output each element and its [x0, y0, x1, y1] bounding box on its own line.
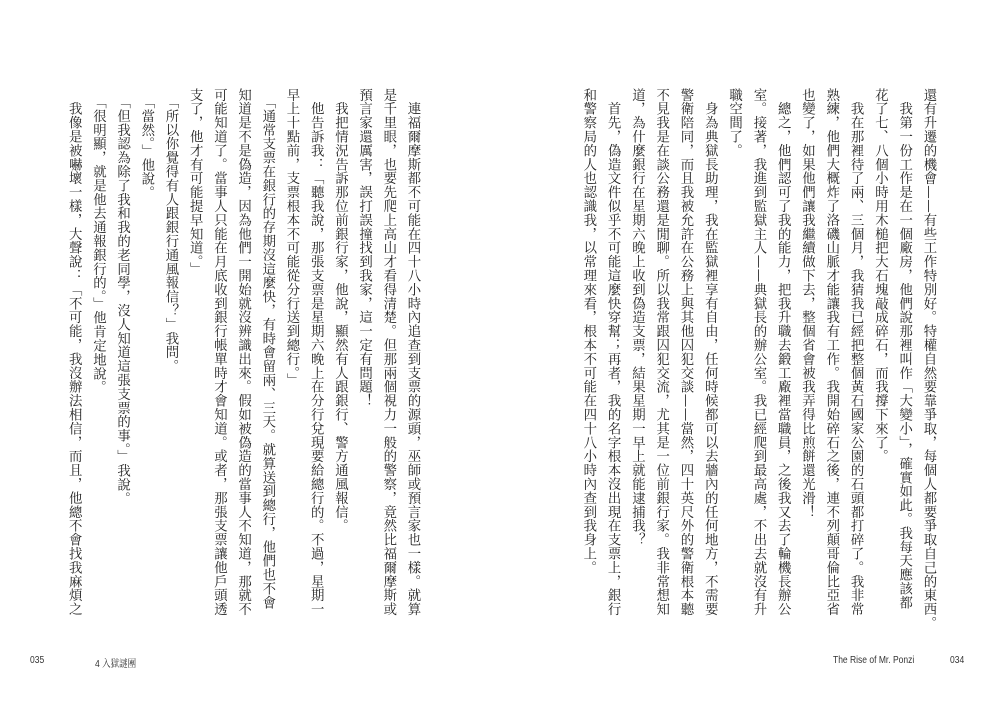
text-column: 花了七、八個小時用木槌把大石塊敲成碎石，而我撐下來了。	[872, 88, 888, 464]
text-column: 我在那裡待了兩、三個月，我猜我已經把整個黃石國家公園的石頭都打碎了。我非常	[848, 88, 864, 617]
text-column: 「很明顯，就是他去通報銀行的。」他肯定地說。	[90, 88, 106, 395]
text-column: 熟練，他們大概炸了洛磯山脈才能讓我有工作。我開始碎石之後，連不列顛哥倫比亞省	[823, 88, 839, 617]
text-column: 首先，偽造文件似乎不可能這麼快穿幫；再者，我的名字根本沒出現在支票上，銀行	[605, 88, 621, 617]
page-number: 034	[950, 655, 965, 666]
text-column: 身為典獄長助理，我在監獄裡享有自由，任何時候都可以去牆內的任何地方，不需要	[702, 88, 718, 617]
text-column: 室。接著，我進到監獄主人——典獄長的辦公室。我已經爬到最高處，不出去就沒有升	[750, 88, 766, 617]
text-column: 連福爾摩斯都不可能在四十八小時內追查到支票的源頭，巫師或預言家也一樣。就算	[405, 88, 420, 617]
text-column: 可能知道了。當事人只能在月底收到銀行帳單時才會知道。或者，那張支票讓他戶頭透	[211, 88, 227, 617]
page-number: 035	[30, 655, 45, 666]
text-column: 早上十點前，支票根本不可能從分行送到總行。」	[284, 88, 299, 388]
right-page	[500, 0, 1000, 710]
text-column: 總之，他們認可了我的能力，把我升職去鍛工廠裡當職員，之後我又去了輪機長辦公	[775, 88, 791, 617]
text-column: 和警察局的人也認識我，以常理來看，根本不可能在四十八小時內查到我身上。	[580, 88, 596, 575]
text-column: 知道是不是偽造，因為他們一開始就沒辨識出來。假如被偽造的當事人不知道，那就不	[235, 88, 251, 617]
text-column: 也變了，如果他們讓我繼續做下去，整個省會被我弄得比煎餅還光滑！	[799, 88, 815, 519]
text-column: 還有升遷的機會——有些工作特別好。特權自然要靠爭取，每個人都要爭取自己的東西。	[921, 88, 936, 631]
text-column: 不見我是在談公務還是閒聊。所以我常跟囚犯交流，尤其是一位前銀行家。我非常想知	[653, 88, 669, 617]
running-head: The Rise of Mr. Ponzi	[833, 655, 915, 666]
text-column: 他告訴我：「聽我說，那張支票是星期六晚上在分行兌現要給總行的。不過，星期一	[308, 88, 324, 617]
text-column: 我像是被嚇壞一樣，大聲說：「不可能，我沒辦法相信，而且，他總不會找我麻煩之	[66, 88, 82, 617]
text-column: 「但我認為除了我和我的老同學，沒人知道這張支票的事。」我說。	[114, 88, 130, 506]
text-column: 是千里眼，也要先爬上高山才看得清楚。但那兩個視力一般的警察，竟然比福爾摩斯或	[380, 88, 396, 617]
text-column: 預言家還厲害，誤打誤撞找到我家，這一定有問題！	[356, 88, 372, 408]
running-head: 4 入獄謎團	[95, 659, 137, 670]
text-column: 支了，他才有可能提早知道。」	[187, 88, 203, 276]
text-column: 「當然。」他說。	[138, 88, 154, 200]
text-column: 警衛陪同，而且我被允許在公務上與其他囚犯交談——當然，四十英尺外的警衛根本聽	[678, 88, 693, 617]
text-column: 職空間了。	[726, 88, 742, 158]
text-column: 「通常支票在銀行的存期沒這麼快，有時會留兩、三天。就算送到總行，他們也不會	[259, 88, 275, 610]
text-column: 「所以你覺得有人跟銀行通風報信？」我問。	[163, 88, 178, 374]
text-column: 我第一份工作是在一個廠房，他們說那裡叫作「大變小」，確實如此。我每天應該都	[896, 88, 912, 610]
text-column: 道，為什麼銀行在星期六晚上收到偽造支票，結果星期一早上就能逮捕我？	[629, 88, 645, 547]
text-column: 我把情況告訴那位前銀行家，他說，顯然有人跟銀行、警方通風報信。	[332, 88, 348, 533]
